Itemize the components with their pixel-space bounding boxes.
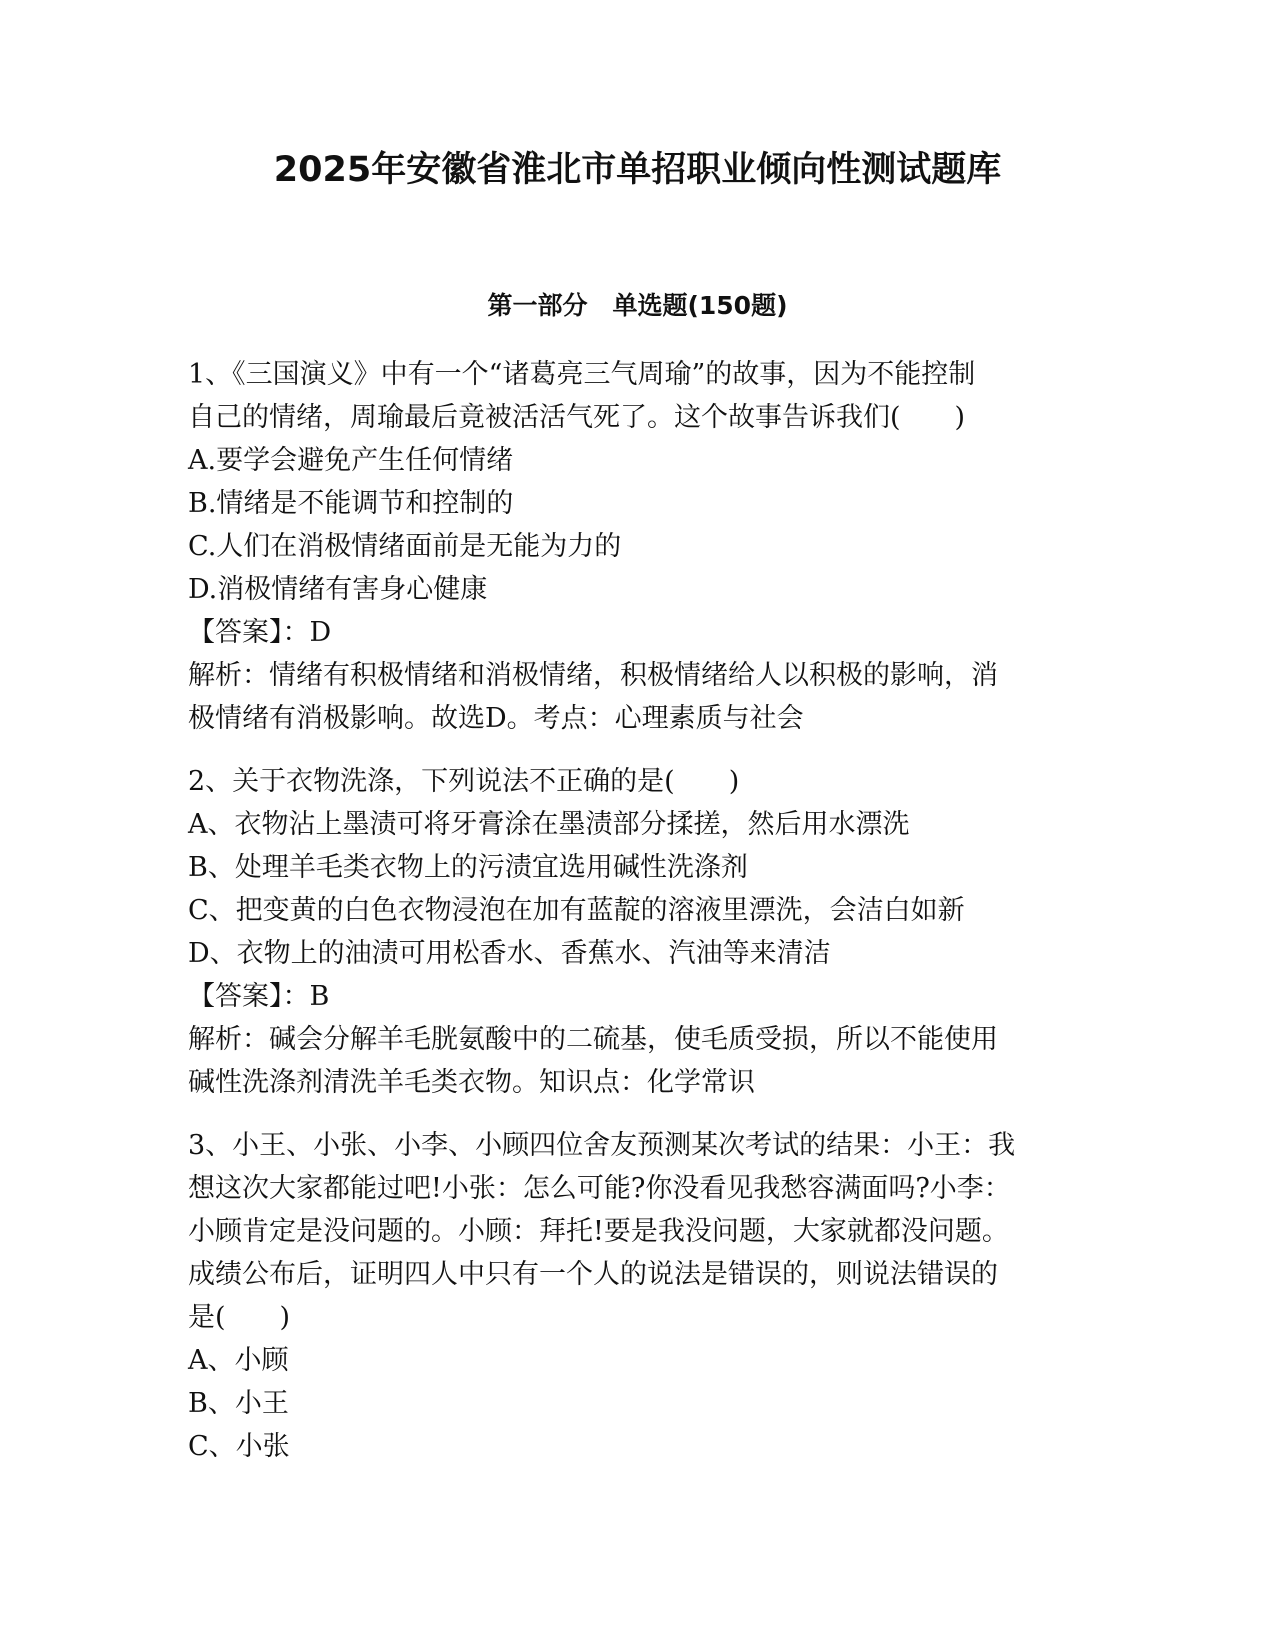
option-c: C、小张: [188, 1431, 290, 1462]
stem-line: 是( ): [188, 1302, 291, 1333]
stem-line: 自己的情绪，周瑜最后竟被活活气死了。这个故事告诉我们( ): [188, 402, 966, 433]
option-b: B.情绪是不能调节和控制的: [188, 488, 514, 519]
question-stem: [188, 1124, 1078, 1339]
analysis-line: 极情绪有消极影响。故选D。考点：心理素质与社会: [188, 703, 804, 734]
question-1: [188, 353, 1078, 740]
analysis: [188, 1018, 1078, 1104]
option-c: C.人们在消极情绪面前是无能为力的: [188, 531, 622, 562]
stem-line: 小顾肯定是没问题的。小顾：拜托!要是我没问题，大家就都没问题。: [188, 1216, 1009, 1247]
analysis-line: 解析：情绪有积极情绪和消极情绪，积极情绪给人以积极的影响，消: [188, 660, 998, 691]
stem-line: 1、《三国演义》中有一个“诸葛亮三气周瑜”的故事，因为不能控制: [188, 359, 976, 390]
option-d: D.消极情绪有害身心健康: [188, 574, 488, 605]
analysis-line: 碱性洗涤剂清洗羊毛类衣物。知识点：化学常识: [188, 1067, 755, 1098]
stem-line: 3、小王、小张、小李、小顾四位舍友预测某次考试的结果：小王：我: [188, 1130, 1016, 1161]
question-3: [188, 1124, 1078, 1468]
answer-label: 【答案】：: [188, 981, 310, 1012]
answer-label: 【答案】：: [188, 617, 310, 648]
document-title: 2025年安徽省淮北市单招职业倾向性测试题库: [273, 150, 1002, 190]
option-b: B、小王: [188, 1388, 289, 1419]
question-list: [188, 353, 1078, 1488]
stem-line: 成绩公布后，证明四人中只有一个人的说法是错误的，则说法错误的: [188, 1259, 998, 1290]
answer-line: [188, 975, 1078, 1018]
analysis-line: 解析：碱会分解羊毛胱氨酸中的二硫基，使毛质受损，所以不能使用: [188, 1024, 998, 1055]
option-a: A.要学会避免产生任何情绪: [188, 445, 514, 476]
question-2: [188, 760, 1078, 1104]
question-stem: [188, 760, 1078, 803]
stem-line: 2、关于衣物洗涤，下列说法不正确的是( ): [188, 766, 740, 797]
analysis: [188, 654, 1078, 740]
answer-value: D: [309, 617, 332, 648]
stem-line: 想这次大家都能过吧!小张：怎么可能?你没看见我愁容满面吗?小李：: [188, 1173, 1011, 1204]
option-a: A、衣物沾上墨渍可将牙膏涂在墨渍部分揉搓，然后用水漂洗: [188, 809, 910, 840]
section-title: 第一部分 单选题(150题): [487, 291, 788, 320]
option-c: C、把变黄的白色衣物浸泡在加有蓝靛的溶液里漂洗，会洁白如新: [188, 895, 965, 926]
option-d: D、衣物上的油渍可用松香水、香蕉水、汽油等来清洁: [188, 938, 831, 969]
option-b: B、处理羊毛类衣物上的污渍宜选用碱性洗涤剂: [188, 852, 748, 883]
answer-line: [188, 611, 1078, 654]
option-a: A、小顾: [188, 1345, 289, 1376]
answer-value: B: [309, 981, 330, 1012]
question-stem: [188, 353, 1078, 439]
